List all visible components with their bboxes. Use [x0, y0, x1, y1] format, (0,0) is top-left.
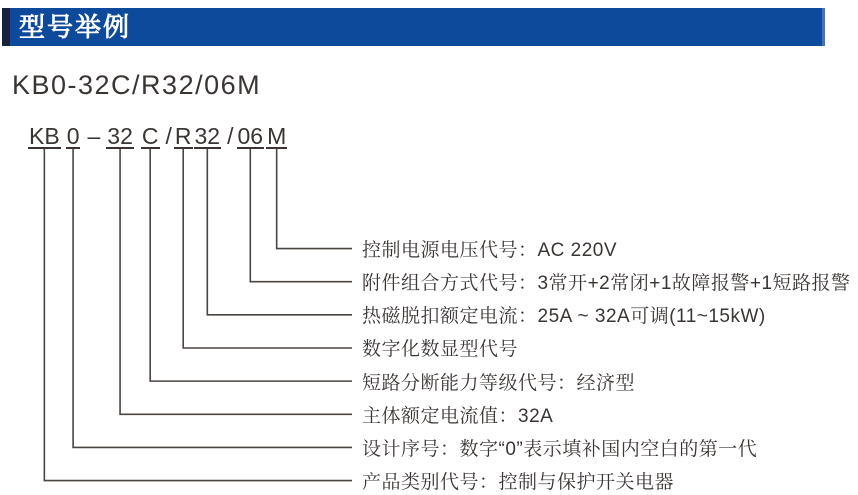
legend-label: 主体额定电流值：32A [362, 405, 554, 427]
legend-label: 设计序号：数字“0”表示填补国内空白的第一代 [362, 438, 758, 460]
legend-label: 短路分断能力等级代号：经济型 [362, 372, 636, 394]
section-header-bar [2, 8, 825, 46]
code-segment-R: R [174, 123, 192, 149]
legend-label: 附件组合方式代号：3常开+2常闭+1故障报警+1短路报警 [362, 273, 851, 295]
legend-row-C [0, 365, 858, 398]
legend [0, 232, 858, 495]
code-segment-KB: KB [29, 123, 60, 149]
legend-row-M [0, 232, 858, 265]
model-code-breakdown [28, 123, 287, 149]
code-segment-32: 32 [194, 123, 221, 149]
code-separator: – [87, 123, 101, 149]
legend-row-06 [0, 265, 858, 298]
legend-label: 产品类别代号：控制与保护开关电器 [362, 472, 675, 494]
legend-row-KB [0, 464, 858, 495]
code-separator: / [227, 123, 234, 149]
legend-row-32 [0, 298, 858, 331]
legend-row-R [0, 331, 858, 364]
legend-label: 数字化数显型代号 [362, 339, 519, 361]
code-separator: / [165, 123, 172, 149]
legend-label: 控制电源电压代号：AC 220V [362, 240, 618, 262]
code-segment-32: 32 [107, 123, 133, 149]
code-segment-M: M [267, 123, 287, 149]
code-segment-06: 06 [237, 123, 264, 149]
legend-row-32 [0, 398, 858, 431]
model-number-title: KB0-32C/R32/06M [12, 70, 262, 100]
legend-row-0 [0, 431, 858, 464]
code-segment-0: 0 [66, 123, 80, 149]
section-title: 型号举例 [19, 12, 132, 42]
legend-label: 热磁脱扣额定电流：25A ~ 32A可调(11~15kW) [362, 306, 766, 328]
code-segment-C: C [141, 123, 159, 149]
